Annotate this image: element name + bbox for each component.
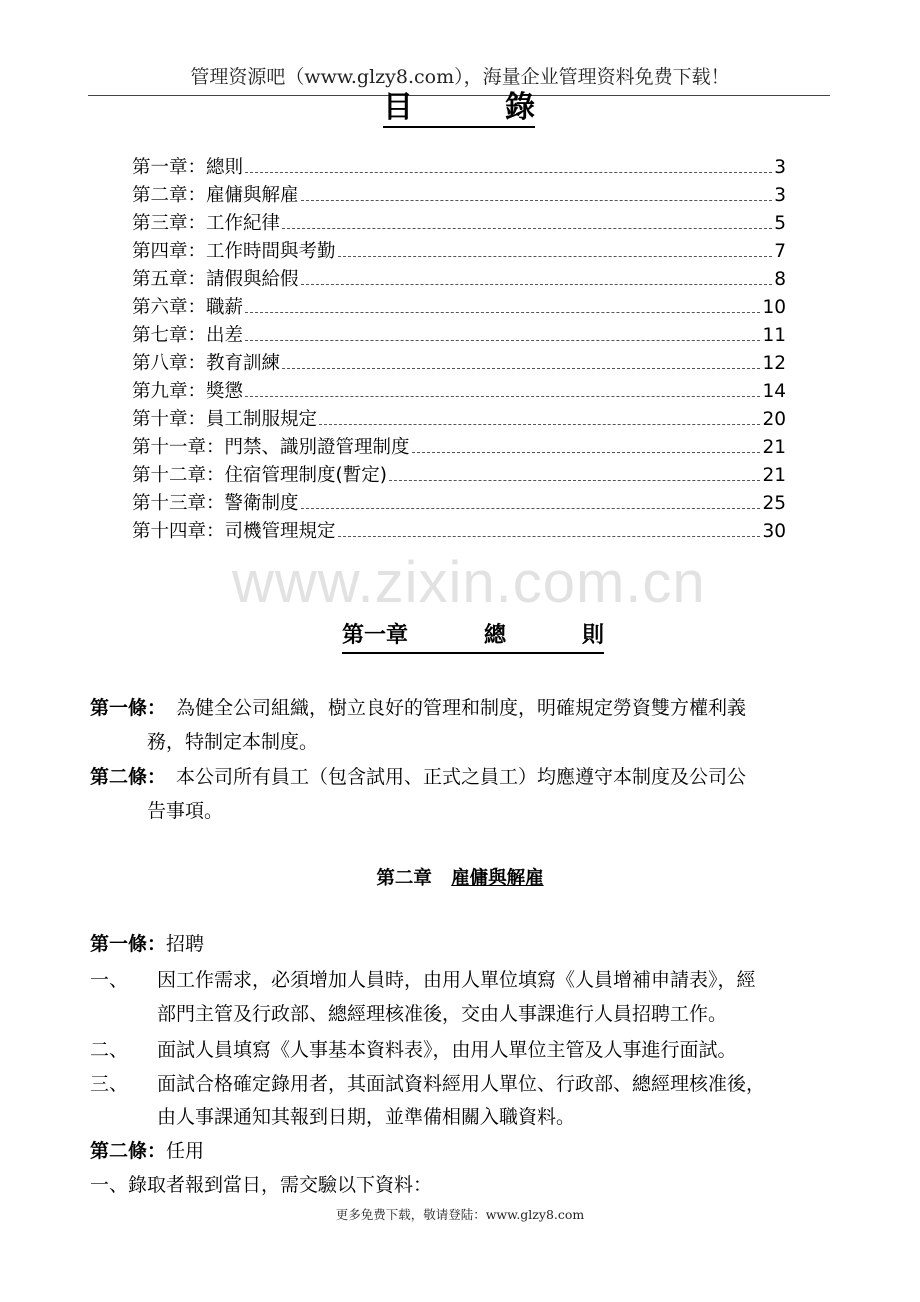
- toc-entry-title: 門禁、識別證管理制度: [224, 437, 410, 458]
- toc-leader-dots: [245, 340, 760, 341]
- watermark: www.zixin.com.cn: [232, 550, 706, 615]
- item-text: 面試人員填寫《人事基本資料表》，由用人單位主管及人事進行面試。: [157, 1039, 737, 1061]
- toc-chapter: 第四章：: [132, 241, 207, 262]
- article-label-text: 第二條：: [90, 766, 167, 788]
- item-num: 二、: [90, 1039, 129, 1061]
- toc-page-number: 11: [762, 325, 786, 346]
- item-text: 一、錄取者報到當日，需交驗以下資料：: [90, 1174, 433, 1196]
- toc-page-number: 20: [762, 409, 786, 430]
- toc-chapter: 第十章：: [132, 409, 207, 430]
- toc-entry-title: 出差: [206, 325, 244, 346]
- toc-entry-title: 警衛制度: [224, 493, 299, 514]
- toc-entry[interactable]: [132, 406, 786, 434]
- toc-chapter: 第十一章：: [132, 437, 225, 458]
- article-heading: [90, 1134, 204, 1168]
- toc-leader-dots: [301, 284, 773, 285]
- toc-entry-title: 總則: [206, 157, 244, 178]
- article-title: 招聘: [166, 933, 205, 955]
- article-label-text: 第一條：: [90, 697, 167, 719]
- toc-entry-title: 獎懲: [206, 381, 244, 402]
- toc-leader-dots: [282, 368, 760, 369]
- toc-entry[interactable]: [132, 294, 786, 322]
- item-text: 部門主管及行政部、總經理核准後，交由人事課進行人員招聘工作。: [157, 1003, 728, 1025]
- article-label-text: 第二條：: [90, 1140, 167, 1162]
- item-text: 因工作需求，必須增加人員時，由用人單位填寫《人員增補申請表》，經: [157, 969, 756, 991]
- toc-entry-title: 請假與給假: [206, 269, 299, 290]
- toc-chapter: 第七章：: [132, 325, 207, 346]
- toc-page-number: 12: [762, 353, 786, 374]
- toc-chapter: 第十二章：: [132, 465, 225, 486]
- toc-entry[interactable]: [132, 434, 786, 462]
- toc-leader-dots: [338, 256, 773, 257]
- article-heading: [90, 927, 204, 961]
- toc-page-number: 3: [774, 185, 786, 206]
- toc-chapter: 第三章：: [132, 213, 207, 234]
- toc-leader-dots: [301, 200, 773, 201]
- toc-entry[interactable]: [132, 350, 786, 378]
- article-label: [90, 691, 166, 725]
- toc-leader-dots: [282, 228, 772, 229]
- toc-entry-title: 住宿管理制度(暫定): [224, 465, 387, 486]
- item-text: 由人事課通知其報到日期，並準備相關入職資料。: [157, 1106, 576, 1128]
- toc-chapter: 第十四章：: [132, 521, 225, 542]
- article-text: 本公司所有員工（包含試用、正式之員工）均應遵守本制度及公司公: [176, 766, 747, 788]
- toc-chapter: 第八章：: [132, 353, 207, 374]
- toc-page-number: 25: [762, 493, 786, 514]
- toc-page-number: 21: [762, 437, 786, 458]
- toc-page-number: 21: [762, 465, 786, 486]
- toc-leader-dots: [319, 424, 760, 425]
- toc-chapter: 第五章：: [132, 269, 207, 290]
- toc-entry[interactable]: [132, 154, 786, 182]
- article-label-text: 第一條：: [90, 933, 167, 955]
- toc-entry-title: 職薪: [206, 297, 244, 318]
- toc-entry[interactable]: [132, 238, 786, 266]
- item-text: 面試合格確定錄用者，其面試資料經用人單位、行政部、總經理核准後，: [157, 1073, 766, 1095]
- toc-title-char: 錄: [505, 90, 535, 125]
- toc-entry[interactable]: [132, 266, 786, 294]
- toc-title-char: 目: [383, 90, 413, 125]
- item-num: 一、: [90, 969, 129, 991]
- toc-page-number: 3: [774, 157, 786, 178]
- toc-entry[interactable]: [132, 462, 786, 490]
- toc-entry-title: 員工制服規定: [206, 409, 318, 430]
- toc-entry[interactable]: [132, 322, 786, 350]
- chapter1-heading-char: 則: [581, 623, 604, 648]
- toc-entry-title: 教育訓練: [206, 353, 281, 374]
- article-title: 任用: [166, 1140, 205, 1162]
- item-num: 三、: [90, 1073, 129, 1095]
- toc-leader-dots: [245, 396, 760, 397]
- toc-leader-dots: [245, 172, 772, 173]
- toc-entry-title: 工作紀律: [206, 213, 281, 234]
- toc-page-number: 10: [762, 297, 786, 318]
- toc-entry-title: 雇傭與解雇: [206, 185, 299, 206]
- toc-entry-title: 司機管理規定: [224, 521, 336, 542]
- article-text: 告事項。: [147, 800, 224, 822]
- toc-entry[interactable]: [132, 490, 786, 518]
- toc-entry[interactable]: [132, 518, 786, 546]
- toc-entry[interactable]: [132, 378, 786, 406]
- article-label: [90, 760, 166, 794]
- toc-leader-dots: [412, 452, 761, 453]
- toc-title: [383, 90, 535, 128]
- toc-leader-dots: [389, 480, 761, 481]
- toc-leader-dots: [301, 508, 761, 509]
- toc-page-number: 30: [762, 521, 786, 542]
- toc-page-number: 8: [774, 269, 786, 290]
- toc-chapter: 第九章：: [132, 381, 207, 402]
- chapter1-heading-num: 第一章: [342, 623, 409, 648]
- toc-entry[interactable]: [132, 210, 786, 238]
- toc-chapter: 第十三章：: [132, 493, 225, 514]
- toc-entry[interactable]: [132, 182, 786, 210]
- toc-chapter: 第六章：: [132, 297, 207, 318]
- toc-page-number: 7: [774, 241, 786, 262]
- chapter2-heading: [0, 866, 920, 892]
- toc-leader-dots: [245, 312, 760, 313]
- toc-chapter: 第二章：: [132, 185, 207, 206]
- toc-page-number: 14: [762, 381, 786, 402]
- chapter1-heading-char: 總: [483, 623, 506, 648]
- toc-leader-dots: [338, 536, 761, 537]
- page-header: 管理资源吧（www.glzy8.com），海量企业管理资料免费下载！: [190, 66, 730, 88]
- toc-chapter: 第一章：: [132, 157, 207, 178]
- toc-page-number: 5: [774, 213, 786, 234]
- page-footer: 更多免费下载，敬请登陆：www.glzy8.com: [335, 1207, 585, 1222]
- toc-entry-title: 工作時間與考勤: [206, 241, 336, 262]
- article-text: 務，特制定本制度。: [147, 731, 319, 753]
- chapter2-num: 第二章: [376, 868, 432, 889]
- chapter1-heading: [342, 620, 604, 654]
- article-text: 為健全公司組織，樹立良好的管理和制度，明確規定勞資雙方權利義: [176, 697, 747, 719]
- chapter2-title: 雇傭與解雇: [451, 868, 544, 889]
